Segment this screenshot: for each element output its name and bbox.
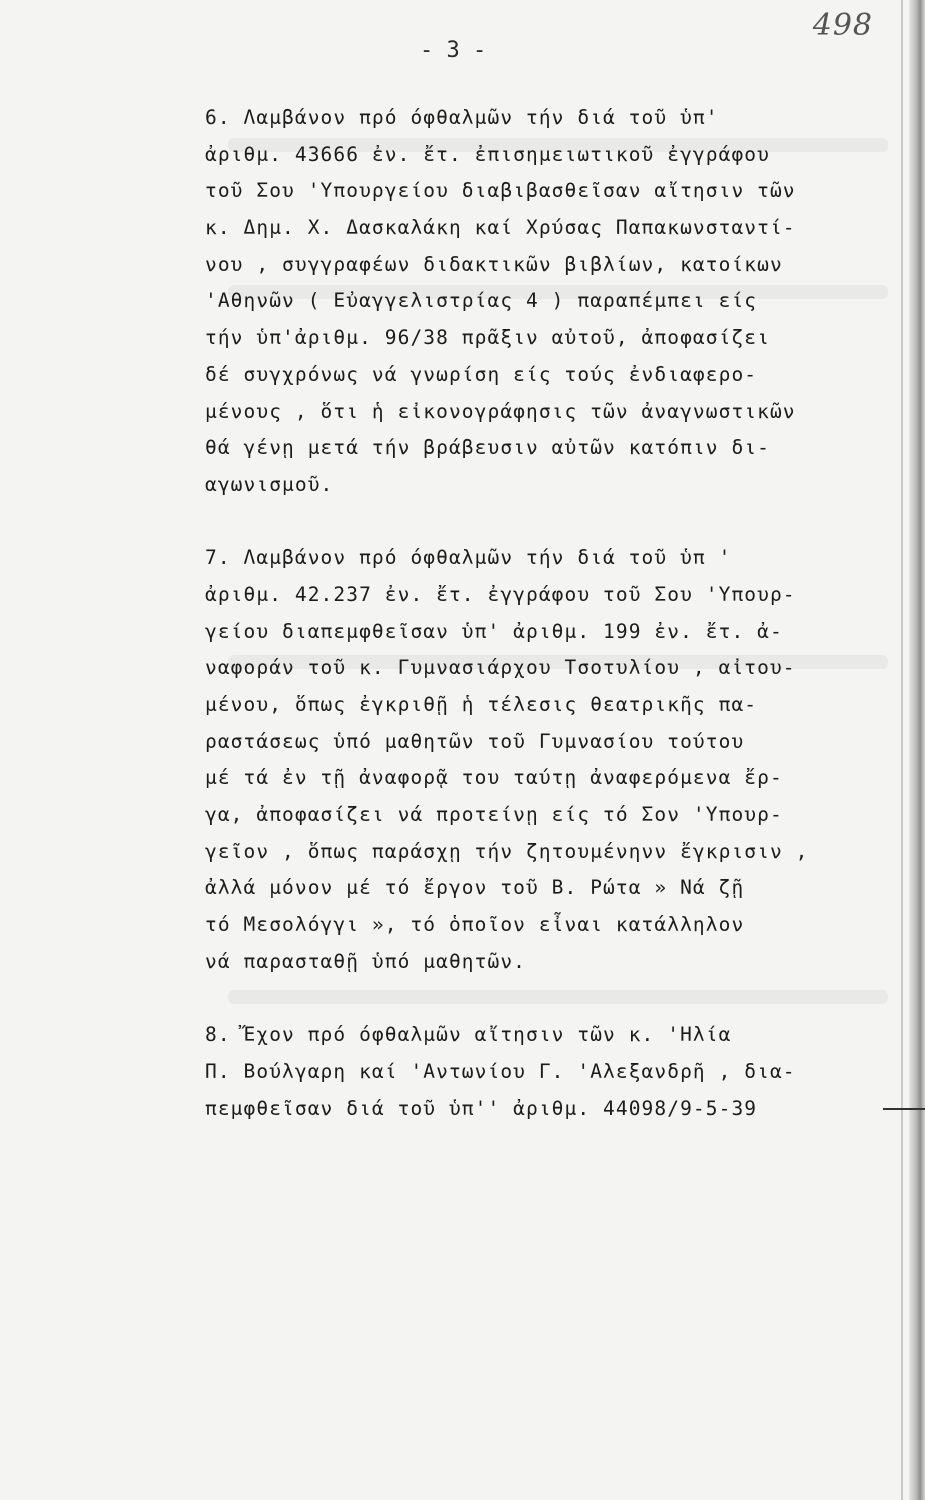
- paragraph-7: [205, 540, 885, 980]
- text-line: τήν ὑπ'ἀριθμ. 96/38 πρᾶξιν αὐτοῦ, ἀποφασίζει: [205, 326, 770, 350]
- text-line: γεῖον , ὅπως παράσχῃ τήν ζητουμένηνν ἔγκρισιν ,: [205, 839, 809, 863]
- text-line: τοῦ Σου 'Υπουργείου διαβιβασθεῖσαν αἴτησιν τῶν: [205, 179, 796, 203]
- text-line: δέ συγχρόνως νά γνωρίση είς τούς ἐνδιαφερο-: [205, 362, 758, 386]
- text-line: μένου, ὅπως ἐγκριθῇ ἡ τέλεσις θεατρικῆς πα-: [205, 693, 758, 716]
- text-line: ἀριθμ. 43666 ἐν. ἔτ. ἐπισημειωτικοῦ ἐγγράφου: [205, 142, 770, 166]
- document-body: [205, 100, 885, 1127]
- text-line: [205, 1091, 885, 1128]
- handwritten-archive-number: 498: [812, 8, 873, 43]
- page-binding-edge: [909, 0, 925, 1500]
- text-line: ἀριθμ. 42.237 ἐν. ἔτ. ἐγγράφου τοῦ Σου 'Υπουρ-: [205, 582, 796, 606]
- paragraph-gap: [205, 981, 885, 1018]
- text-line: 6. Λαμβάνον πρό όφθαλμῶν τήν διά τοῦ ὑπ': [205, 106, 719, 129]
- page-number: - 3 -: [420, 38, 487, 63]
- text-line: ἀλλά μόνον μέ τό ἔργον τοῦ Β. Ρώτα » Νά ζῇ: [205, 876, 745, 900]
- text-line: νου , συγγραφέων διδακτικῶν βιβλίων, κατοίκων: [205, 252, 783, 276]
- text-line: Π. Βούλγαρη καί 'Αντωνίου Γ. 'Αλεξανδρῆ , δια-: [205, 1059, 796, 1083]
- text-line: τό Μεσολόγγι », τό ὁποῖον εἶναι κατάλληλον: [205, 913, 745, 937]
- continuation-dash: [883, 1108, 925, 1110]
- text-line: μέ τά ἐν τῇ ἀναφορᾷ του ταύτῃ ἀναφερόμενα ἔρ-: [205, 766, 783, 790]
- text-line: αγωνισμοῦ.: [205, 472, 334, 496]
- text-line: ναφοράν τοῦ κ. Γυμνασιάρχου Τσοτυλίου , αἰτου-: [205, 656, 796, 680]
- text-line: 'Αθηνῶν ( Εὐαγγελιστρίας 4 ) παραπέμπει είς: [205, 289, 758, 313]
- text-line: νά παρασταθῇ ὑπό μαθητῶν.: [205, 949, 526, 973]
- text-line-content: πεμφθεῖσαν διά τοῦ ὑπ'' ἀριθμ. 44098/9-5-39: [205, 1096, 758, 1120]
- text-line: γείου διαπεμφθεῖσαν ὑπ' ἀριθμ. 199 ἐν. ἔτ. ἀ-: [205, 619, 783, 643]
- text-line: ραστάσεως ὑπό μαθητῶν τοῦ Γυμνασίου τούτου: [205, 729, 745, 753]
- paragraph-8: [205, 1017, 885, 1127]
- text-line: 7. Λαμβάνον πρό όφθαλμῶν τήν διά τοῦ ὑπ ': [205, 546, 732, 570]
- paragraph-gap: [205, 504, 885, 541]
- text-line: μένους , ὅτι ἡ εἰκονογράφησις τῶν ἀναγνωστικῶν: [205, 399, 796, 423]
- text-line: γα, ἀποφασίζει νά προτείνῃ είς τό Σον 'Υπουρ-: [205, 803, 783, 827]
- text-line: 8. Ἔχον πρό όφθαλμῶν αἴτησιν τῶν κ. 'Ηλία: [205, 1023, 732, 1047]
- text-line: θά γένῃ μετά τήν βράβευσιν αὐτῶν κατόπιν δι-: [205, 436, 770, 460]
- paragraph-6: [205, 100, 885, 504]
- text-line: κ. Δημ. Χ. Δασκαλάκη καί Χρύσας Παπακωνσταντί-: [205, 216, 796, 240]
- page-edge-line: [901, 0, 903, 1500]
